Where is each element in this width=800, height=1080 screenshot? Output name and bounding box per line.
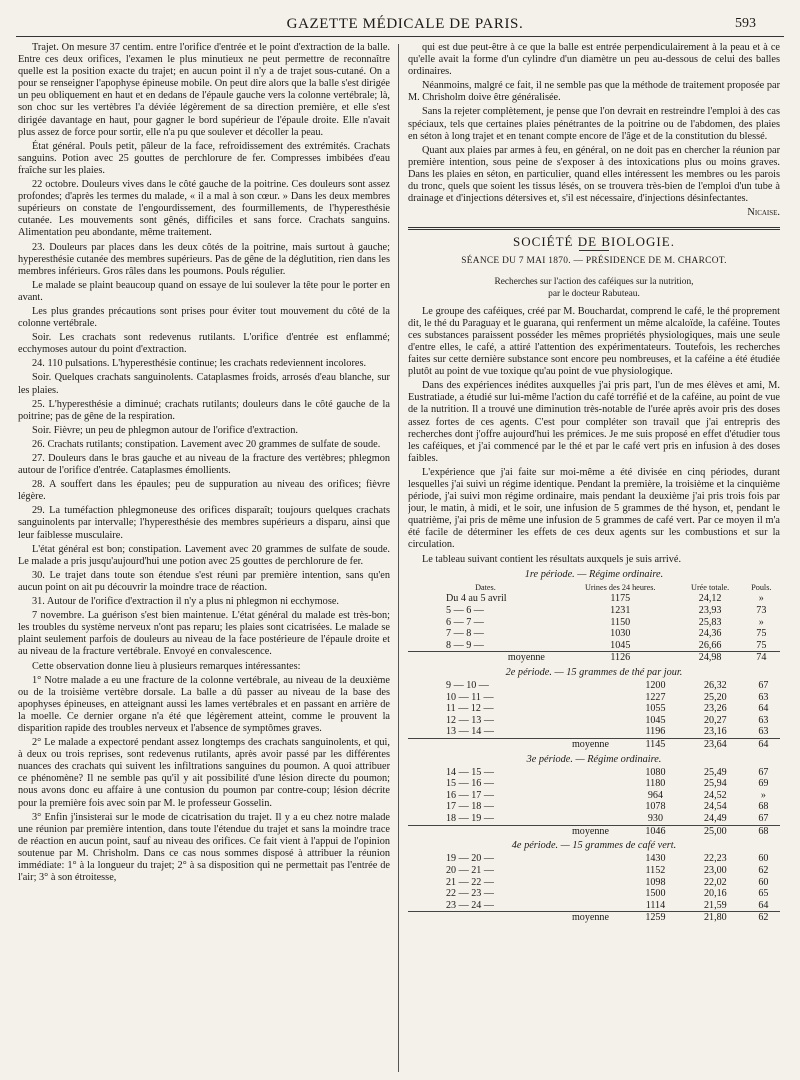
table-cell: 67 <box>758 813 769 825</box>
table-cell: 26,32 <box>703 680 727 691</box>
table-cell: 63 <box>758 726 769 738</box>
table-cell: 73 <box>756 604 767 616</box>
table-row <box>408 715 780 727</box>
paragraph: Dans des expériences inédites auxquelles j'ai pris part, l'un de mes élèves et ami, M. Eustratiade, a étudié sur lui-même l'action du café torréfié et de la caféine, au point de vue de la nutrition. Il a trouvé une diminution très-notable de l'urée après avoir pris des doses assez fortes de ces agents. C'est pour compléter son travail que j'ai entrepris des recherches dont j'offre aujourd'hui les prémices. Je me suis proposé en effet d'étudier tous les caféiques, et j'ai commencé par le thé et par le café vert pris en infusion à des doses faibles. <box>408 380 780 464</box>
table-cell: 15 — 16 — <box>446 778 494 790</box>
average-cell: 1046 <box>627 825 684 837</box>
table-cell: 24,36 <box>698 628 722 640</box>
table-cell: 25,94 <box>703 778 727 790</box>
table-row <box>408 778 780 790</box>
column-header: Urée totale. <box>691 582 730 592</box>
table-cell: 13 — 14 — <box>446 726 494 738</box>
column-header: Dates. <box>475 582 496 592</box>
table-cell: 14 — 15 — <box>446 766 494 778</box>
table-cell: 1500 <box>645 888 666 900</box>
table-cell: 62 <box>758 864 769 876</box>
average-row <box>408 652 780 664</box>
table-cell: 18 — 19 — <box>446 813 494 825</box>
table-cell: 1114 <box>645 899 666 911</box>
table-cell: 23,26 <box>703 703 727 715</box>
table-cell: 75 <box>756 639 767 651</box>
results-table <box>408 569 780 924</box>
table-cell: 20,16 <box>703 888 727 900</box>
average-cell: 23,64 <box>684 738 747 750</box>
table-row <box>408 628 780 640</box>
paragraph: Néanmoins, malgré ce fait, il ne semble pas que la méthode de traitement proposée par M. Chrisholm doive être généralisée. <box>408 80 780 104</box>
table-cell: 22,02 <box>703 876 727 888</box>
table-row <box>408 703 780 715</box>
table-cell: 65 <box>758 888 769 900</box>
header-rule <box>16 36 784 37</box>
table-row <box>408 900 780 912</box>
research-heading <box>408 276 780 300</box>
paragraph: État général. Pouls petit, pâleur de la face, refroidissement des extrémités. Crachats sanguins. Potion avec 25 gouttes de perchlorure de fer. Compresses imbibées d'eau fraîche sur les plaies. <box>18 140 390 176</box>
table-cell: 23,93 <box>698 604 722 616</box>
paragraph: 29. La tuméfaction phlegmoneuse des orifices disparaît; toujours quelques crachats sanguinolents par intervalle; l'hyperesthésie des membres supérieurs a disparu, ainsi que leur faiblesse musculaire. <box>18 505 390 541</box>
table-row <box>408 617 780 629</box>
period-table <box>408 767 780 838</box>
table-cell: 22 — 23 — <box>446 888 494 900</box>
running-head <box>20 0 790 34</box>
table-cell: 12 — 13 — <box>446 714 494 726</box>
column-rule <box>398 44 399 1072</box>
period-table <box>408 853 780 924</box>
table-cell: 17 — 18 — <box>446 801 494 813</box>
table-cell: 20 — 21 — <box>446 864 494 876</box>
paragraph: qui est due peut-être à ce que la balle est entrée perpendiculairement à la peau et à ce qu'elle avait la forme d'un cylindre d'un diamètre un peu au-dessous de celui des balles ordinaires. <box>408 42 780 78</box>
table-row <box>408 888 780 900</box>
average-cell: 1259 <box>627 912 684 924</box>
table-row <box>408 767 780 779</box>
paragraph: L'état général est bon; constipation. Lavement avec 20 grammes de sulfate de soude. Le malade a pris jusqu'aujourd'hui une potion avec 25 gouttes de perchlorure de fer. <box>18 543 390 567</box>
period-title: 2e période. — 15 grammes de thé par jour. <box>505 666 683 678</box>
period-title: 4e période. — 15 grammes de café vert. <box>511 840 677 852</box>
page-number: 593 <box>735 16 756 31</box>
author-signature: Nicaise. <box>747 207 780 219</box>
table-cell: 1175 <box>610 593 631 605</box>
left-column <box>18 42 390 1074</box>
period-title: 3e période. — Régime ordinaire. <box>526 753 662 765</box>
table-cell: 11 — 12 — <box>446 703 494 715</box>
average-cell: 62 <box>747 912 780 924</box>
table-cell: 25,49 <box>703 766 727 778</box>
article-body <box>408 306 780 566</box>
paragraph: 30. Le trajet dans toute son étendue s'est réuni par première intention, sans qu'en aucun point on ait pu découvrir la moindre trace de réaction. <box>18 569 390 593</box>
paragraph: 23. Douleurs par places dans les deux côtés de la poitrine, mais surtout à gauche; hyperesthésie cutanée des membres supérieurs. Pas de gêne de la déglutition, rien dans les membres inférieurs. Gros râles dans les poumons. Pouls régulier. <box>18 241 390 277</box>
table-cell: 1030 <box>610 628 631 640</box>
table-cell: 930 <box>647 813 663 825</box>
table-cell: 24,52 <box>703 789 727 801</box>
table-cell: 21,59 <box>703 899 727 911</box>
paragraph: Le tableau suivant contient les résultats auxquels je suis arrivé. <box>422 553 682 565</box>
session-line: SÉANCE DU 7 MAI 1870. — PRÉSIDENCE DE M. CHARCOT. <box>461 256 727 267</box>
table-cell: » <box>758 616 764 628</box>
research-author: par le docteur Rabuteau. <box>548 288 640 299</box>
paragraph: Soir. Quelques crachats sanguinolents. Cataplasmes froids, arrosés d'eau blanche, sur les plaies. <box>18 372 390 396</box>
research-title: Recherches sur l'action des caféiques sur la nutrition, <box>494 276 694 287</box>
table-cell: 23 — 24 — <box>446 899 494 911</box>
table-cell: » <box>760 789 766 801</box>
table-cell: 6 — 7 — <box>446 616 484 628</box>
table-cell: 25,20 <box>703 691 727 703</box>
table-cell: 68 <box>758 801 769 813</box>
paragraph: Cette observation donne lieu à plusieurs remarques intéressantes: <box>32 660 301 672</box>
table-cell: 964 <box>647 789 663 801</box>
table-cell: 9 — 10 — <box>446 680 489 691</box>
table-cell: 26,66 <box>698 639 722 651</box>
column-header: Pouls. <box>751 582 772 592</box>
average-cell: 24,98 <box>678 652 743 664</box>
table-cell: 75 <box>756 628 767 640</box>
average-label: moyenne <box>408 652 563 664</box>
journal-title: GAZETTE MÉDICALE DE PARIS. <box>286 16 524 32</box>
average-cell: 64 <box>747 738 780 750</box>
paragraph: 1° Notre malade a eu une fracture de la colonne vertébrale, au niveau de la deuxième ou de la troisième vertèbre dorsale. La balle a dû passer au niveau de la base des apophyses épineuses, en atteignant aussi les lames vertébrales et en passant en arrière de la moelle. Ce dernier organe n'a été que légèrement atteint, comme le prouvent la disparition rapide des troubles nerveux et l'absence de symptômes graves. <box>18 674 390 734</box>
table-row <box>408 692 780 704</box>
table-row <box>408 801 780 813</box>
table-cell: 67 <box>758 766 769 778</box>
table-cell: 21 — 22 — <box>446 876 494 888</box>
table-cell: 60 <box>758 876 769 888</box>
paragraph: Soir. Les crachats sont redevenus rutilants. L'orifice d'entrée est enflammé; ecchymoses autour du point d'extraction. <box>18 332 390 356</box>
table-cell: 1045 <box>645 714 666 726</box>
table-cell: 64 <box>758 703 769 715</box>
average-cell: 21,80 <box>684 912 747 924</box>
text-columns <box>18 42 780 1074</box>
paragraph: Le groupe des caféiques, créé par M. Bouchardat, comprend le café, le thé proprement dit, le thé du Paraguay et le guarana, qui renferment un même alcaloïde, la caféine. Toutes ces substances paraissent posséder les mêmes propriétés physiologiques, mais une seule d'entre elles, le café, a attiré l'attention des expérimentateurs. Toutefois, les recherches faites sur cette dernière substance sont encore peu nombreuses, et la caféine a été étudiée plutôt au point de vue toxique qu'au point de vue physiologique. <box>408 305 780 378</box>
table-row <box>408 853 780 865</box>
table-row <box>408 877 780 889</box>
table-cell: 16 — 17 — <box>446 789 494 801</box>
average-label: moyenne <box>408 912 627 924</box>
table-cell: 23,16 <box>703 726 727 738</box>
section-title: SOCIÉTÉ DE BIOLOGIE. <box>513 234 675 250</box>
table-cell: 67 <box>758 680 769 691</box>
table-cell: 1152 <box>645 864 666 876</box>
table-cell: 1055 <box>645 703 666 715</box>
table-row <box>408 680 780 692</box>
table-cell: 1231 <box>610 604 631 616</box>
table-row <box>408 790 780 802</box>
table-row <box>408 605 780 617</box>
table-row <box>408 726 780 738</box>
table-row <box>408 593 780 605</box>
table-cell: 1080 <box>645 766 666 778</box>
table-cell: 64 <box>758 899 769 911</box>
paragraph: 22 octobre. Douleurs vives dans le côté gauche de la poitrine. Ces douleurs sont assez profondes; d'après les termes du malade, « il a mal à son cœur. » Dans les deux membres supérieurs on constate de l'engourdissement, des fourmillements, de l'hyperesthésie cutanée. Les mouvements sont gênés, difficiles et sans force. Crachats sanguins. Alimentation peu abondante, même traitement. <box>18 179 390 239</box>
period-table <box>408 680 780 751</box>
paragraph: Les plus grandes précautions sont prises pour éviter tout mouvement du côté de la colonne vertébrale. <box>18 305 390 330</box>
column-header: Urines des 24 heures. <box>585 582 656 592</box>
table-cell: 1078 <box>645 801 666 813</box>
table-cell: 24,49 <box>703 813 727 825</box>
table-cell: 24,12 <box>698 593 722 605</box>
table-cell: 1196 <box>645 726 666 738</box>
table-cell: 1098 <box>645 876 666 888</box>
table-cell: 23,00 <box>703 864 727 876</box>
average-row <box>408 912 780 924</box>
right-column <box>408 42 780 1074</box>
paragraph: 28. A souffert dans les épaules; peu de suppuration au niveau des orifices; fièvre légère. <box>18 479 390 503</box>
table-cell: 60 <box>758 853 769 865</box>
average-cell: 1145 <box>627 738 684 750</box>
average-cell: 1126 <box>563 652 678 664</box>
table-cell: 5 — 6 — <box>446 604 484 616</box>
table-cell: 25,83 <box>698 616 722 628</box>
paragraph: 2° Le malade a expectoré pendant assez longtemps des crachats sanguinolents, et qui, à deux ou trois reprises, sont redevenus rutilants, après avoir passé par les différentes nuances des crachats qui suivent les infiltrations sanguines du poumon. A quoi attribuer ce phénomène? Il ne semble pas qu'il y ait possibilité d'une lésion directe du poumon; nous avons donc eu affaire à une contusion du poumon par contre-coup; lésion décrite pour la première fois avec soin par M. le professeur Gosselin. <box>18 737 390 809</box>
paragraph: Quant aux plaies par armes à feu, en général, on ne doit pas en chercher la réunion par première intention, sous peine de s'exposer à des intoxications plus ou moins graves. Dans les plaies en séton, en particulier, quand elles intéressent les membres ou les parois du tronc, quels que soient les tissus lésés, on se trouvera très-bien de l'emploi d'un tube à drainage et d'injections détersives et, s'il est nécessaire, d'injections désinfectantes. <box>408 144 780 205</box>
table-cell: 1430 <box>645 853 666 865</box>
average-row <box>408 738 780 750</box>
table-cell: 63 <box>758 714 769 726</box>
table-cell: 22,23 <box>703 853 727 865</box>
table-cell: 1227 <box>645 691 666 703</box>
average-cell: 68 <box>747 825 780 837</box>
title-rule <box>579 250 609 251</box>
average-cell: 74 <box>743 652 780 664</box>
table-cell: 7 — 8 — <box>446 628 484 640</box>
table-cell: 63 <box>758 691 769 703</box>
table-cell: » <box>758 593 764 605</box>
table-cell: 10 — 11 — <box>446 691 494 703</box>
table-cell: 19 — 20 — <box>446 853 494 865</box>
period-title: 1re période. — Régime ordinaire. <box>524 568 664 580</box>
average-label: moyenne <box>408 825 627 837</box>
paragraph: 25. L'hyperesthésie a diminué; crachats rutilants; douleurs dans le côté gauche de la poitrine; pas de gêne de la respiration. <box>18 398 390 422</box>
paragraph: 24. 110 pulsations. L'hyperesthésie continue; les crachats redeviennent incolores. <box>32 358 367 370</box>
paragraph: Soir. Fièvre; un peu de phlegmon autour de l'orifice d'extraction. <box>32 424 298 436</box>
section-divider <box>408 227 780 230</box>
table-cell: 1045 <box>610 639 631 651</box>
table-cell: 8 — 9 — <box>446 639 484 651</box>
average-label: moyenne <box>408 738 627 750</box>
paragraph: L'expérience que j'ai faite sur moi-même a été divisée en cinq périodes, durant lesquelles j'ai suivi un régime identique. Pendant la première, la troisième et la cinquième période, j'ai suivi mon régime ordinaire, mais pendant la deuxième j'ai pris trois fois par jour, le matin, à midi, et le soir, une infusion de 5 grammes de thé hyson, et, pendant le quatrième, j'ai pris de même une infusion de 5 grammes de café vert. Par ce moyen il m'a été facile de déterminer les effets de ces deux agents sur les combustions et sur la circulation. <box>408 466 780 551</box>
table-header-row <box>408 582 780 594</box>
paragraph: Trajet. On mesure 37 centim. entre l'orifice d'entrée et le point d'extraction de la balle. Entre ces deux orifices, l'examen le plus minutieux ne peut permettre de reconnaître quelle est la position exacte du trajet; en aucun point il n'y a de trajet sous-cutané. On a pour se renseigner l'apophyse épineuse mobile. On peut dire alors que la balle s'est dirigée un peu obliquement en haut et en dedans de l'épaule gauche vers la colonne vertébrale; là, son choc sur les vertèbres l'a déviée légèrement de sa direction première, et elle s'est dirigée davantage en haut, pour gagner le bord supérieur de l'épaule droite. Elle n'avait plus assez de force pour sortir, elle n'a pu que soulever et décoller la peau. <box>18 42 390 138</box>
table-row <box>408 865 780 877</box>
table-cell: 1180 <box>645 778 666 790</box>
average-row <box>408 825 780 837</box>
table-row <box>408 640 780 652</box>
table-cell: 69 <box>758 778 769 790</box>
paragraph: 27. Douleurs dans le bras gauche et au niveau de la fracture des vertèbres; phlegmon autour de l'orifice d'entrée. Cataplasmes émollients. <box>18 453 390 477</box>
table-cell: 1200 <box>645 680 666 691</box>
table-cell: 1150 <box>610 616 631 628</box>
table-cell: Du 4 au 5 avril <box>446 593 507 605</box>
period-table <box>408 582 780 664</box>
paragraph: 31. Autour de l'orifice d'extraction il n'y a plus ni phlegmon ni ecchymose. <box>32 596 339 608</box>
paragraph: 7 novembre. La guérison s'est bien maintenue. L'état général du malade est très-bon; les troubles du système nerveux n'ont pas reparu; les plaies sont cicatrisées. Le malade se plaint seulement parfois de douleurs au niveau de la face postérieure de l'épaule droite et au niveau de la fracture vertébrale. Envoyé en convalescence. <box>18 610 390 658</box>
paragraph: Sans la rejeter complètement, je pense que l'on devrait en restreindre l'emploi à des cas spéciaux, tels que certaines plaies pénétrantes de la poitrine ou de l'abdomen, des plaies en séton à long trajet et en tenant compte encore de l'âge et de la constitution du blessé. <box>408 106 780 142</box>
paragraph: Le malade se plaint beaucoup quand on essaye de lui soulever la tête pour le porter en avant. <box>18 279 390 303</box>
paragraph: 3° Enfin j'insisterai sur le mode de cicatrisation du trajet. Il y a eu chez notre malade une réunion par première intention, dans toute l'étendue du trajet et sans la moindre trace de réaction en aucun point, sauf au niveau des orifices. Ce fait vient à l'appui de l'opinion soutenue par M. Chrisholm. Dans ce cas nous sommes disposé à attribuer la réunion immédiate: 1° à la longueur du trajet; 2° à sa disposition qui ne permettait pas l'entrée de l'air; 3° à son étroitesse, <box>18 811 390 884</box>
right-column-intro <box>408 42 780 205</box>
table-cell: 24,54 <box>703 801 727 813</box>
table-row <box>408 813 780 825</box>
average-cell: 25,00 <box>684 825 747 837</box>
table-cell: 20,27 <box>703 714 727 726</box>
paragraph: 26. Crachats rutilants; constipation. Lavement avec 20 grammes de sulfate de soude. <box>32 438 381 450</box>
